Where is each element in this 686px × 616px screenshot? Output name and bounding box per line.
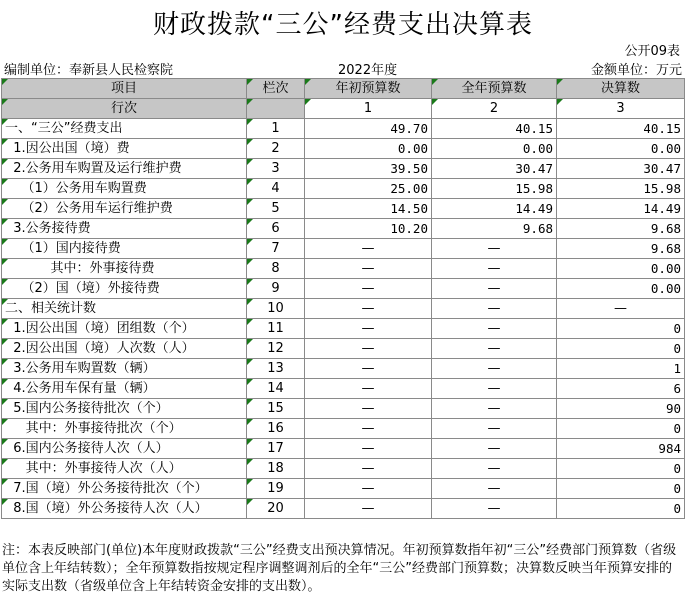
row-col-number: 11: [247, 319, 305, 339]
row-col-number: 18: [247, 459, 305, 479]
row-budget-full: 14.49: [432, 199, 557, 219]
row-budget-full: 9.68: [432, 219, 557, 239]
footnote: 注：本表反映部门(单位)本年度财政拨款“三公”经费支出预决算情况。年初预算数指年初“三公”经费部门预算数（省级单位含上年结转数）；全年预算数指按规定程序调整调剂后的全年“三公”经费部门预算数；决算数反映当年预算安排的实际支出数（省级单位含上年结转资金安排的支出数）。: [2, 543, 677, 594]
row-final: —: [557, 299, 685, 319]
row-budget-full: 15.98: [432, 179, 557, 199]
row-budget-start: —: [305, 379, 432, 399]
row-budget-full: 30.47: [432, 159, 557, 179]
fiscal-year: 2022年度: [338, 63, 398, 78]
row-item: 5.国内公务接待批次（个）: [2, 399, 247, 419]
row-item: 7.国（境）外公务接待批次（个）: [2, 479, 247, 499]
row-col-number: 2: [247, 139, 305, 159]
row-final: 6: [557, 379, 685, 399]
row-col-number: 14: [247, 379, 305, 399]
table-row: [2, 479, 685, 499]
row-col-number: 3: [247, 159, 305, 179]
row-budget-start: —: [305, 479, 432, 499]
page-title: 财政拨款“三公”经费支出决算表: [153, 10, 533, 40]
header-final: 决算数: [557, 79, 685, 99]
row-budget-full: —: [432, 239, 557, 259]
row-budget-start: 0.00: [305, 139, 432, 159]
row-final: 984: [557, 439, 685, 459]
row-col-number: 7: [247, 239, 305, 259]
table-row: [2, 239, 685, 259]
row-budget-full: —: [432, 319, 557, 339]
row-budget-full: —: [432, 499, 557, 519]
row-budget-full: —: [432, 339, 557, 359]
row-col-number: 12: [247, 339, 305, 359]
row-final: 14.49: [557, 199, 685, 219]
row-final: 9.68: [557, 239, 685, 259]
row-col-number: 8: [247, 259, 305, 279]
subheader-item: 行次: [2, 99, 247, 119]
subheader-c1: 1: [305, 99, 432, 119]
row-final: 30.47: [557, 159, 685, 179]
row-item: 3.公务用车购置数（辆）: [2, 359, 247, 379]
subheader-c2: 2: [432, 99, 557, 119]
row-final: 0: [557, 459, 685, 479]
table-row: [2, 419, 685, 439]
row-budget-start: —: [305, 239, 432, 259]
row-budget-start: —: [305, 339, 432, 359]
row-budget-full: —: [432, 379, 557, 399]
row-col-number: 15: [247, 399, 305, 419]
row-budget-start: —: [305, 279, 432, 299]
table-row: [2, 179, 685, 199]
table-row: [2, 219, 685, 239]
row-budget-start: 49.70: [305, 119, 432, 139]
table-row: [2, 319, 685, 339]
row-budget-full: —: [432, 459, 557, 479]
header-item: 项目: [2, 79, 247, 99]
row-budget-full: —: [432, 419, 557, 439]
subheader-col: [247, 99, 305, 119]
table-row: [2, 299, 685, 319]
row-final: 0: [557, 319, 685, 339]
table-row: [2, 359, 685, 379]
table-row: [2, 399, 685, 419]
subheader-row: [2, 99, 685, 119]
row-budget-full: —: [432, 439, 557, 459]
row-budget-full: —: [432, 299, 557, 319]
row-budget-start: —: [305, 419, 432, 439]
form-number: 公开09表: [624, 44, 680, 59]
row-item: （1）公务用车购置费: [2, 179, 247, 199]
row-col-number: 1: [247, 119, 305, 139]
row-item: 6.国内公务接待人次（人）: [2, 439, 247, 459]
table-row: [2, 499, 685, 519]
table-row: [2, 459, 685, 479]
row-budget-start: —: [305, 299, 432, 319]
row-budget-start: —: [305, 399, 432, 419]
row-budget-start: —: [305, 439, 432, 459]
table-row: [2, 119, 685, 139]
row-budget-start: —: [305, 499, 432, 519]
row-final: 0: [557, 499, 685, 519]
row-final: 40.15: [557, 119, 685, 139]
row-budget-start: 14.50: [305, 199, 432, 219]
header-row: [2, 79, 685, 99]
row-col-number: 16: [247, 419, 305, 439]
row-final: 0: [557, 339, 685, 359]
row-final: 15.98: [557, 179, 685, 199]
row-item: 3.公务接待费: [2, 219, 247, 239]
row-item: 其中：外事接待批次（个）: [2, 419, 247, 439]
row-budget-start: 10.20: [305, 219, 432, 239]
row-budget-full: —: [432, 479, 557, 499]
row-final: 0.00: [557, 139, 685, 159]
header-budget-full: 全年预算数: [432, 79, 557, 99]
row-final: 9.68: [557, 219, 685, 239]
row-item: 8.国（境）外公务接待人次（人）: [2, 499, 247, 519]
row-budget-start: —: [305, 459, 432, 479]
table-row: [2, 199, 685, 219]
table-row: [2, 159, 685, 179]
table-row: [2, 379, 685, 399]
row-final: 1: [557, 359, 685, 379]
row-final: 0: [557, 419, 685, 439]
row-budget-full: —: [432, 399, 557, 419]
row-item: 2.因公出国（境）人次数（人）: [2, 339, 247, 359]
row-col-number: 10: [247, 299, 305, 319]
row-budget-start: 25.00: [305, 179, 432, 199]
row-budget-full: —: [432, 259, 557, 279]
row-budget-full: —: [432, 279, 557, 299]
row-col-number: 13: [247, 359, 305, 379]
table-row: [2, 279, 685, 299]
expense-table: [1, 78, 685, 519]
row-item: 1.因公出国（境）费: [2, 139, 247, 159]
row-budget-full: 40.15: [432, 119, 557, 139]
row-item: （2）国（境）外接待费: [2, 279, 247, 299]
row-col-number: 9: [247, 279, 305, 299]
header-budget-start: 年初预算数: [305, 79, 432, 99]
table-row: [2, 439, 685, 459]
row-final: 90: [557, 399, 685, 419]
table-row: [2, 259, 685, 279]
compiling-unit: 编制单位：奉新县人民检察院: [4, 63, 174, 78]
row-final: 0: [557, 479, 685, 499]
row-col-number: 5: [247, 199, 305, 219]
table-row: [2, 339, 685, 359]
row-final: 0.00: [557, 279, 685, 299]
row-item: 一、“三公”经费支出: [2, 119, 247, 139]
row-budget-full: 0.00: [432, 139, 557, 159]
row-col-number: 20: [247, 499, 305, 519]
row-col-number: 17: [247, 439, 305, 459]
header-col: 栏次: [247, 79, 305, 99]
table-row: [2, 139, 685, 159]
row-budget-start: —: [305, 359, 432, 379]
row-budget-start: —: [305, 319, 432, 339]
row-final: 0.00: [557, 259, 685, 279]
row-item: （2）公务用车运行维护费: [2, 199, 247, 219]
row-col-number: 19: [247, 479, 305, 499]
money-unit: 金额单位：万元: [590, 63, 682, 78]
row-budget-start: —: [305, 259, 432, 279]
row-budget-start: 39.50: [305, 159, 432, 179]
row-item: 其中：外事接待费: [2, 259, 247, 279]
row-item: 其中：外事接待人次（人）: [2, 459, 247, 479]
row-item: 2.公务用车购置及运行维护费: [2, 159, 247, 179]
row-col-number: 6: [247, 219, 305, 239]
subheader-c3: 3: [557, 99, 685, 119]
row-item: 二、相关统计数: [2, 299, 247, 319]
row-item: 4.公务用车保有量（辆）: [2, 379, 247, 399]
row-item: （1）国内接待费: [2, 239, 247, 259]
row-col-number: 4: [247, 179, 305, 199]
row-item: 1.因公出国（境）团组数（个）: [2, 319, 247, 339]
row-budget-full: —: [432, 359, 557, 379]
